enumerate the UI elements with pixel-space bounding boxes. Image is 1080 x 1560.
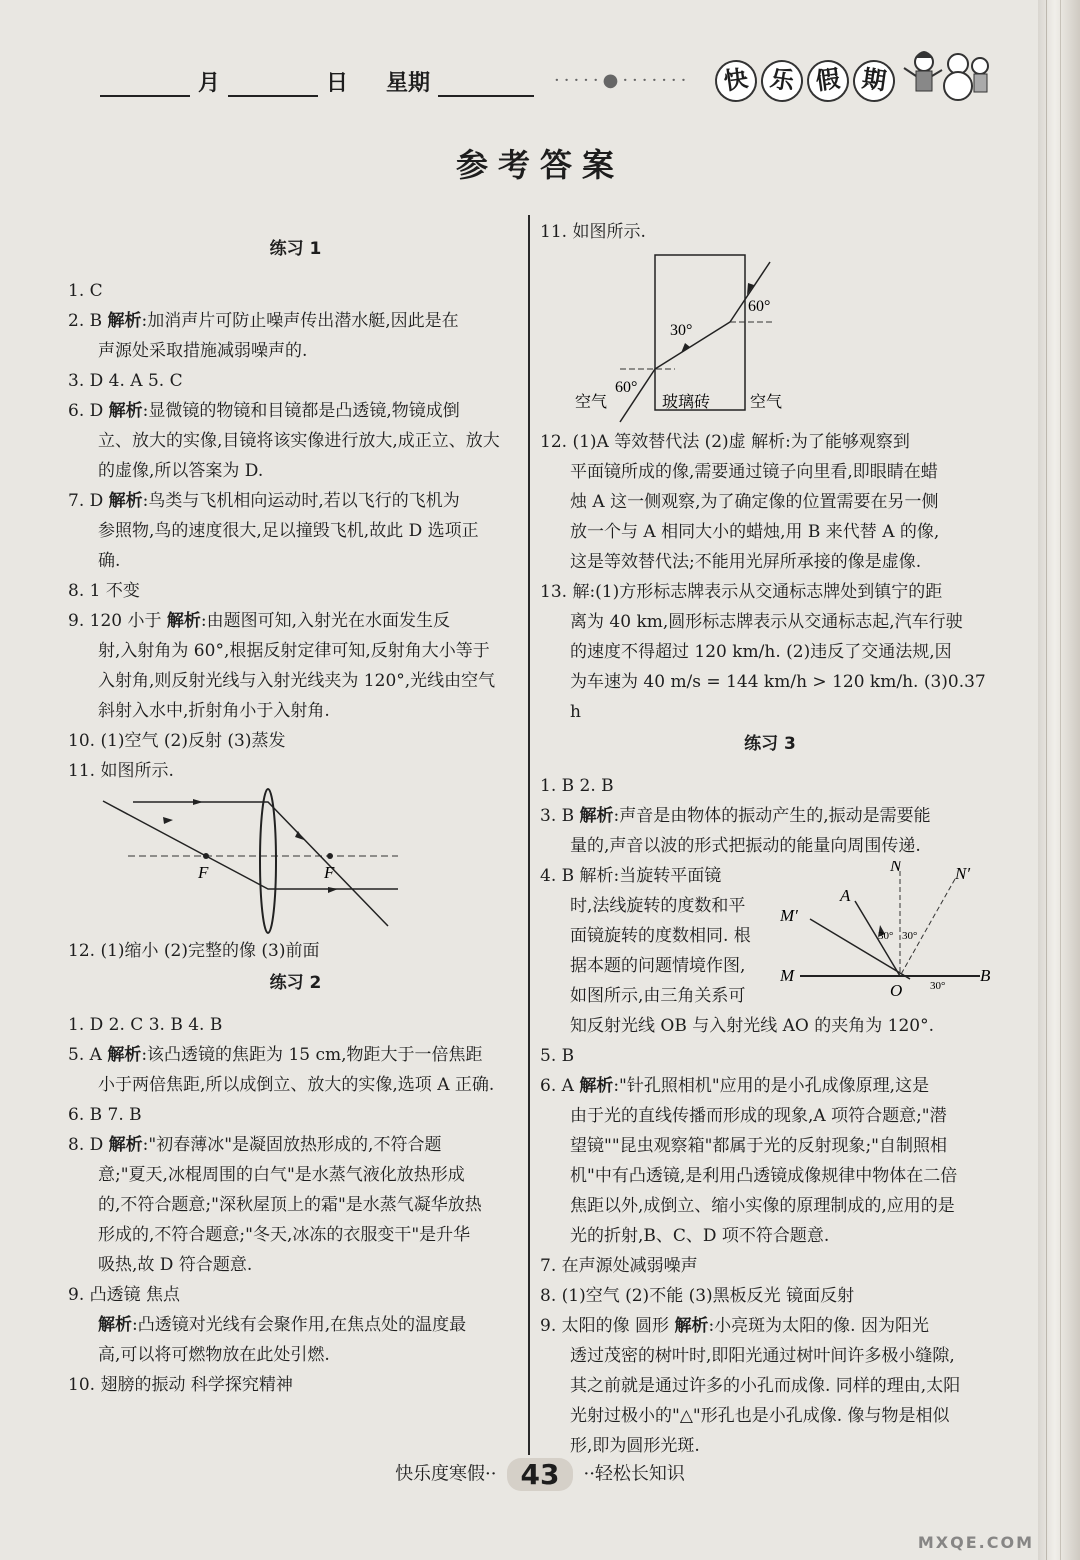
- day-blank: [228, 69, 318, 97]
- header-dots: ·····●·······: [554, 70, 691, 91]
- left-column: [68, 232, 523, 1400]
- answer-line: 的,不符合题意;"深秋屋顶上的霜"是水蒸气凝华放热: [98, 1195, 482, 1215]
- analysis-text: :加消声片可防止噪声传出潜水艇,因此是在: [141, 311, 459, 331]
- answer-line: 形,即为圆形光斑.: [570, 1436, 700, 1456]
- label-N: N: [890, 861, 902, 875]
- answer-prefix: 9. 太阳的像 圆形: [540, 1316, 675, 1336]
- answer-prefix: 9. 120 小于: [68, 611, 167, 631]
- answer-line: [68, 1130, 523, 1160]
- answer-line: 烛 A 这一侧观察,为了确定像的位置需要在另一侧: [570, 492, 939, 512]
- ray-1-in: [103, 801, 206, 856]
- answer-prefix: 6. D: [68, 401, 109, 421]
- angle-label-bottom: 60°: [615, 379, 638, 396]
- analysis-label: 解析: [579, 1076, 614, 1096]
- footer: [0, 1458, 1080, 1491]
- analysis-label: 解析: [98, 1315, 132, 1335]
- answer-line: 小于两倍焦距,所以成倒立、放大的实像,选项 A 正确.: [98, 1075, 495, 1095]
- answer-line: 7. 在声源处减弱噪声: [540, 1256, 698, 1276]
- week-label: 星期: [386, 70, 431, 96]
- brand-char: 假: [804, 57, 851, 104]
- medium-label-center: 玻璃砖: [662, 394, 711, 411]
- lens-figure: [68, 786, 523, 936]
- answer-line: 声源处采取措施减弱噪声的.: [98, 341, 308, 361]
- answer-line: 高,可以将可燃物放在此处引燃.: [98, 1345, 330, 1365]
- angle-label-top: 60°: [748, 298, 771, 315]
- normal-N-prime: [900, 879, 955, 976]
- answer-line: [68, 1310, 523, 1340]
- analysis-label: 解析: [166, 611, 201, 631]
- answer-line: [68, 396, 523, 426]
- answer-prefix: 3. B: [540, 806, 580, 826]
- answer-line: [540, 1071, 1000, 1101]
- answer-line: 的虚像,所以答案为 D.: [98, 461, 264, 481]
- answer-line: 射,入射角为 60°,根据反射定律可知,反射角大小等于: [98, 641, 490, 661]
- analysis-text: :"初春薄冰"是凝固放热形成的,不符合题: [142, 1135, 442, 1155]
- answer-line: 3. D 4. A 5. C: [68, 371, 183, 391]
- focal-label-left: F: [198, 863, 209, 882]
- answer-line: 离为 40 km,圆形标志牌表示从交通标志起,汽车行驶: [570, 612, 963, 632]
- answer-line: 12. (1)缩小 (2)完整的像 (3)前面: [68, 941, 320, 961]
- answer-line: 为车速为 40 m/s = 144 km/h > 120 km/h. (3)0.37 h: [570, 672, 986, 722]
- answer-line: 机"中有凸透镜,是利用凸透镜成像规律中物体在二倍: [570, 1166, 958, 1186]
- answer-line: 其之前就是通过许多的小孔而成像. 同样的理由,太阳: [570, 1376, 961, 1396]
- angle-label-2: 30°: [902, 930, 918, 942]
- analysis-text: :声音是由物体的振动产生的,振动是需要能: [613, 806, 931, 826]
- brand-char: 快: [712, 57, 759, 104]
- answer-line: 知反射光线 OB 与入射光线 AO 的夹角为 120°.: [570, 1016, 935, 1036]
- page-edge: [1038, 0, 1080, 1560]
- footer-right: ··轻松长知识: [583, 1463, 685, 1485]
- analysis-label: 解析: [108, 491, 143, 511]
- glass-brick-diagram: [540, 247, 980, 427]
- convex-lens-diagram: [98, 786, 428, 936]
- answer-line: 平面镜所成的像,需要通过镜子向里看,即眼睛在蜡: [570, 462, 938, 482]
- answer-prefix: 7. D: [68, 491, 109, 511]
- q4-text: [540, 861, 780, 1011]
- lens-shape: [260, 789, 276, 933]
- angle-label-mid: 30°: [670, 322, 693, 339]
- answer-line: 透过茂密的树叶时,即阳光通过树叶间许多极小缝隙,: [570, 1346, 955, 1366]
- mirror-M-prime: [810, 919, 910, 979]
- answer-line: 8. 1 不变: [68, 581, 140, 601]
- answer-line: 焦距以外,成倒立、缩小实像的原理制成的,应用的是: [570, 1196, 955, 1216]
- answer-line: [540, 1311, 1000, 1341]
- brand-char: 乐: [758, 57, 805, 104]
- section-heading: 练习 3: [744, 734, 796, 754]
- analysis-text: :显微镜的物镜和目镜都是凸透镜,物镜成倒: [142, 401, 460, 421]
- analysis-label: 解析: [107, 311, 142, 331]
- focal-point-right: [327, 853, 333, 859]
- analysis-text: :"针孔照相机"应用的是小孔成像原理,这是: [613, 1076, 930, 1096]
- column-divider: [528, 215, 530, 1455]
- answer-line: 光的折射,B、C、D 项不符合题意.: [570, 1226, 830, 1246]
- answer-line: 1. D 2. C 3. B 4. B: [68, 1015, 223, 1035]
- angle-label-3: 30°: [930, 980, 946, 992]
- week-blank: [438, 69, 534, 97]
- analysis-label: 解析: [107, 1045, 142, 1065]
- analysis-text: :小亮斑为太阳的像. 因为阳光: [708, 1316, 929, 1336]
- rotating-mirror-diagram: [780, 861, 1000, 1011]
- ray-1-out: [206, 856, 398, 889]
- answer-line: 10. (1)空气 (2)反射 (3)蒸发: [68, 731, 286, 751]
- analysis-text: :鸟类与飞机相向运动时,若以飞行的飞机为: [142, 491, 460, 511]
- analysis-label: 解析: [674, 1316, 709, 1336]
- section-heading: 练习 1: [269, 239, 322, 259]
- page-title: 参考答案: [455, 146, 624, 184]
- month-label: 月: [198, 70, 221, 96]
- answer-line: 1. B 2. B: [540, 776, 614, 796]
- answer-line: [68, 486, 523, 516]
- section-heading: 练习 2: [269, 973, 322, 993]
- answer-line: 量的,声音以波的形式把振动的能量向周围传递.: [570, 836, 921, 856]
- answer-line: 入射角,则反射光线与入射光线夹为 120°,光线由空气: [98, 671, 496, 691]
- day-label: 日: [326, 70, 349, 96]
- focal-point-left: [203, 853, 209, 859]
- analysis-text: :该凸透镜的焦距为 15 cm,物距大于一倍焦距: [141, 1045, 483, 1065]
- answer-prefix: 8. D: [68, 1135, 109, 1155]
- right-column: [540, 217, 1000, 1461]
- medium-label-left: 空气: [575, 394, 608, 411]
- answer-line: 11. 如图所示.: [68, 761, 174, 781]
- answer-prefix: 5. A: [68, 1045, 108, 1065]
- answer-line: 8. (1)空气 (2)不能 (3)黑板反光 镜面反射: [540, 1286, 855, 1306]
- answer-line: 意;"夏天,冰棍周围的白气"是水蒸气液化放热形成: [98, 1165, 465, 1185]
- answer-line: [68, 306, 523, 336]
- refracted-ray: [655, 322, 730, 369]
- answer-line: 望镜""昆虫观察箱"都属于光的反射现象;"自制照相: [570, 1136, 948, 1156]
- angle-label-1: 30°: [878, 930, 894, 942]
- answer-line: 斜射入水中,折射角小于入射角.: [98, 701, 330, 721]
- label-N-prime: N′: [955, 864, 971, 883]
- answer-prefix: 2. B: [68, 311, 108, 331]
- mirror-block: [540, 861, 1000, 1011]
- label-M-prime: M′: [780, 906, 798, 925]
- footer-left: 快乐度寒假··: [395, 1463, 497, 1485]
- answer-line: [68, 606, 523, 636]
- analysis-text: :凸透镜对光线有会聚作用,在焦点处的温度最: [132, 1315, 467, 1335]
- analysis-label: 解析: [579, 806, 614, 826]
- answer-line: 放一个与 A 相同大小的蜡烛,用 B 来代替 A 的像,: [570, 522, 940, 542]
- brand-logo: [715, 60, 895, 102]
- answer-line: 这是等效替代法;不能用光屏所承接的像是虚像.: [570, 552, 922, 572]
- label-O: O: [890, 981, 903, 1000]
- answer-line: 形成的,不符合题意;"冬天,冰冻的衣服变干"是升华: [98, 1225, 471, 1245]
- analysis-label: 解析: [108, 401, 143, 421]
- answer-line: 12. (1)A 等效替代法 (2)虚 解析:为了能够观察到: [540, 432, 910, 452]
- answer-line: 确.: [98, 551, 121, 571]
- answer-line: 10. 翅膀的振动 科学探究精神: [68, 1375, 293, 1395]
- q4-line: 据本题的问题情境作图,: [570, 956, 746, 976]
- q4-line: 面镜旋转的度数相同. 根: [570, 926, 751, 946]
- analysis-label: 解析: [108, 1135, 143, 1155]
- answer-line: 的速度不得超过 120 km/h. (2)违反了交通法规,因: [570, 642, 952, 662]
- medium-label-right: 空气: [750, 394, 783, 411]
- answer-line: 11. 如图所示.: [540, 222, 646, 242]
- answer-line: 1. C: [68, 281, 103, 301]
- answer-line: 吸热,故 D 符合题意.: [98, 1255, 253, 1275]
- analysis-text: :由题图可知,入射光在水面发生反: [200, 611, 451, 631]
- answer-line: 由于光的直线传播而形成的现象,A 项符合题意;"潜: [570, 1106, 947, 1126]
- answer-line: 13. 解:(1)方形标志牌表示从交通标志牌处到镇宁的距: [540, 582, 943, 602]
- glass-brick: [655, 255, 745, 410]
- q4-line: 4. B 解析:当旋转平面镜: [540, 866, 722, 886]
- q4-line: 如图所示,由三角关系可: [570, 986, 746, 1006]
- answer-line: 9. 凸透镜 焦点: [68, 1285, 181, 1305]
- q4-line: 时,法线旋转的度数和平: [570, 896, 746, 916]
- answer-line: 光射过极小的"△"形孔也是小孔成像. 像与物是相似: [570, 1406, 950, 1426]
- page-number: 43: [507, 1458, 574, 1491]
- label-M: M: [780, 966, 795, 985]
- month-blank: [100, 69, 190, 97]
- answer-prefix: 6. A: [540, 1076, 580, 1096]
- answer-line: 6. B 7. B: [68, 1105, 142, 1125]
- date-header: [100, 66, 534, 97]
- brand-char: 期: [850, 57, 897, 104]
- kids-illustration-icon: [900, 40, 995, 110]
- watermark: MXQE.COM: [917, 1533, 1034, 1552]
- label-B: B: [980, 966, 991, 985]
- focal-label-right: F: [324, 863, 335, 882]
- glass-figure: [540, 247, 1000, 427]
- label-A: A: [840, 886, 851, 905]
- answer-line: [540, 801, 1000, 831]
- answer-line: 立、放大的实像,目镜将该实像进行放大,成正立、放大: [98, 431, 500, 451]
- answer-line: 参照物,鸟的速度很大,足以撞毁飞机,故此 D 选项正: [98, 521, 479, 541]
- answer-line: [68, 1040, 523, 1070]
- answer-line: 5. B: [540, 1046, 575, 1066]
